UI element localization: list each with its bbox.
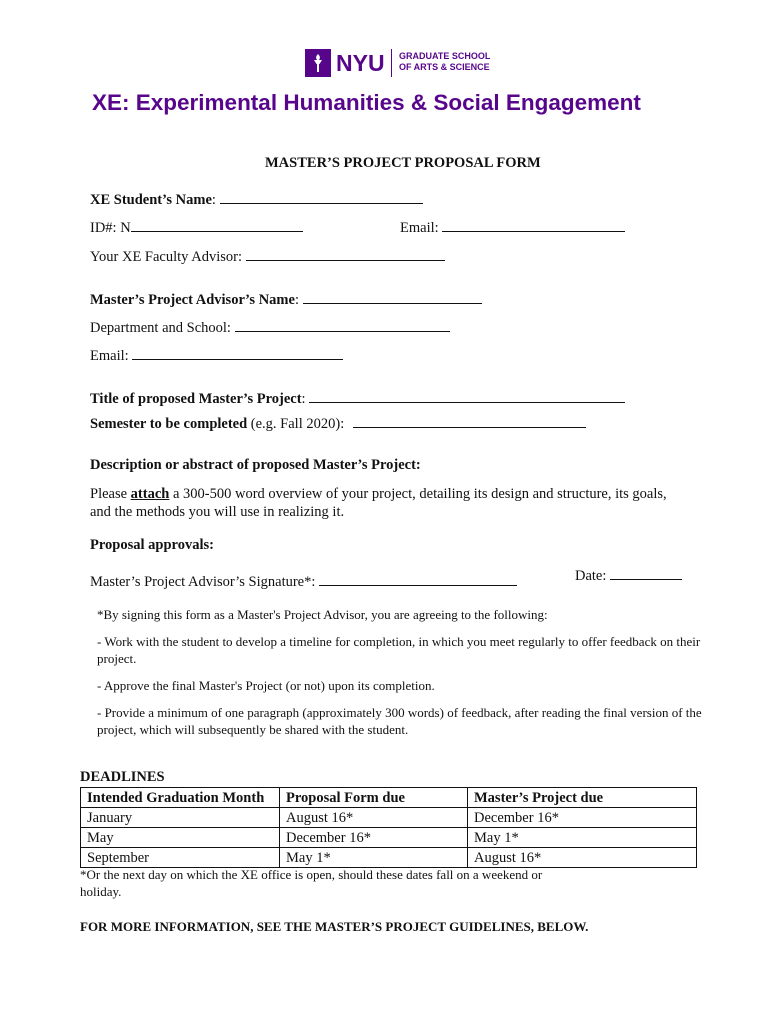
table-row [81,808,697,828]
advisor-name-row: Master’s Project Advisor’s Name: [90,290,482,309]
more-info-note: FOR MORE INFORMATION, SEE THE MASTER’S PROJECT GUIDELINES, BELOW. [80,919,589,934]
student-email-label: Email: [400,220,439,236]
student-id-field[interactable] [131,218,303,232]
table-header-cell: Proposal Form due [280,788,468,808]
semester-label: Semester to be completed [90,416,248,432]
date-label: Date: [575,568,607,584]
student-name-label: XE Student’s Name [90,192,212,208]
table-row [81,848,697,868]
student-id-label: ID#: N [90,220,131,236]
deadlines-footnote: *Or the next day on which the XE office is open, should these dates fall on a weekend or holiday. [80,867,543,899]
date-row [575,566,682,585]
nyu-torch-logo [305,49,331,77]
advisor-email-row [90,346,343,365]
table-cell: May 1* [468,828,697,848]
nyu-wordmark: NYU [336,50,385,76]
student-name-field[interactable] [220,190,423,204]
student-email-row [400,218,625,237]
agreement-intro: *By signing this form as a Master's Project Advisor, you are agreeing to the following: [97,607,548,622]
agreement-item-2: - Approve the final Master's Project (or not) upon its completion. [97,678,435,693]
table-cell: May [81,828,280,848]
school-line-2: OF ARTS & SCIENCE [399,62,490,72]
semester-field[interactable] [353,414,586,428]
advisor-email-label: Email: [90,348,129,364]
description-heading: Description or abstract of proposed Master’s Project: [90,457,421,473]
agreement-item-1: - Work with the student to develop a timeline for completion, in which you meet regularly to offer feedback on their project. [97,634,701,666]
student-email-field[interactable] [442,218,625,232]
approvals-heading: Proposal approvals: [90,537,214,553]
program-title: XE: Experimental Humanities & Social Engagement [92,90,641,115]
faculty-advisor-field[interactable] [246,247,445,261]
description-paragraph: Please attach a 300-500 word overview of your project, detailing its design and structure, its goals, and the methods you will use in realizing it. [90,486,667,520]
agreement-item-3: - Provide a minimum of one paragraph (approximately 300 words) of feedback, after reading the final version of the project, which will subsequently be shared with the student. [97,705,702,737]
student-id-row [90,218,303,237]
table-cell: May 1* [280,848,468,868]
department-label: Department and School: [90,320,231,336]
signature-field[interactable] [319,572,517,586]
date-field[interactable] [610,566,682,580]
school-line-1: GRADUATE SCHOOL [399,51,491,61]
table-cell: August 16* [280,808,468,828]
attach-emphasis: attach [130,486,170,502]
table-row [81,828,697,848]
department-field[interactable] [235,318,450,332]
project-title-row: Title of proposed Master’s Project: [90,389,625,408]
table-header-cell: Intended Graduation Month [81,788,280,808]
table-cell: January [81,808,280,828]
student-name-row: XE Student’s Name: [90,190,423,209]
table-cell: December 16* [468,808,697,828]
semester-example: (e.g. Fall 2020): [250,416,345,432]
form-title: MASTER’S PROJECT PROPOSAL FORM [265,155,541,171]
faculty-advisor-row [90,247,445,266]
torch-icon [311,53,325,73]
semester-row [90,414,586,433]
faculty-advisor-label: Your XE Faculty Advisor: [90,249,242,265]
project-title-label: Title of proposed Master’s Project [90,391,302,407]
table-cell: September [81,848,280,868]
signature-row [90,572,517,591]
advisor-email-field[interactable] [132,346,343,360]
signature-label: Master’s Project Advisor’s Signature*: [90,574,316,590]
table-header-cell: Master’s Project due [468,788,697,808]
logo-divider [391,49,392,77]
advisor-name-field[interactable] [303,290,482,304]
table-cell: December 16* [280,828,468,848]
project-title-field[interactable] [309,389,625,403]
table-cell: August 16* [468,848,697,868]
advisor-name-label: Master’s Project Advisor’s Name [90,292,295,308]
table-header-row [81,788,697,808]
department-row [90,318,450,337]
deadlines-table [80,787,697,868]
deadlines-heading: DEADLINES [80,769,165,785]
school-name [399,51,490,73]
